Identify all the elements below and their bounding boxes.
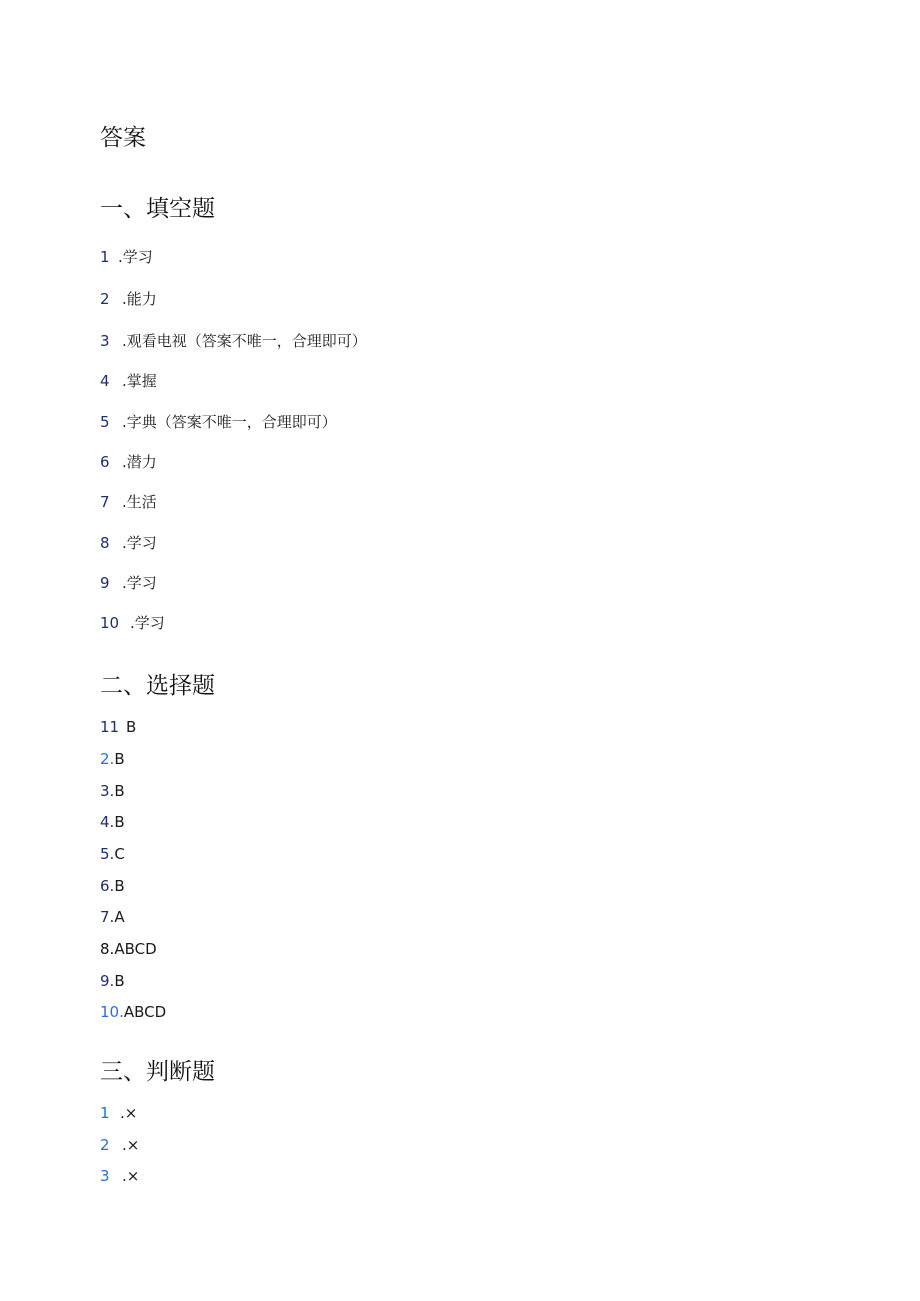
answer-number: 3 xyxy=(100,1167,110,1185)
answer-line xyxy=(100,1166,139,1186)
section-heading-choice: 二、选择题 xyxy=(100,673,215,699)
answer-text: B xyxy=(114,972,125,990)
answer-line xyxy=(100,876,125,896)
answer-line xyxy=(100,533,157,553)
answer-line xyxy=(100,1002,166,1022)
answer-text: .生活 xyxy=(122,493,157,511)
answer-line xyxy=(100,412,337,432)
answer-line xyxy=(100,971,125,991)
answer-line xyxy=(100,492,157,512)
answer-number: 11 xyxy=(100,718,120,736)
answer-number: 3. xyxy=(100,782,115,800)
answer-text: .字典（答案不唯一，合理即可） xyxy=(122,413,337,431)
answer-number: 2. xyxy=(100,750,115,768)
answer-text: C xyxy=(114,845,125,863)
answer-text: B xyxy=(114,750,125,768)
answer-line xyxy=(100,247,153,267)
answer-text: .掌握 xyxy=(122,372,157,390)
answer-line xyxy=(100,331,367,351)
answer-number: 1 xyxy=(100,1104,110,1122)
answer-text: .× xyxy=(120,1104,138,1122)
answer-number: 6 xyxy=(100,453,110,471)
answer-line xyxy=(100,452,157,472)
answer-text: .观看电视（答案不唯一，合理即可） xyxy=(122,332,367,350)
answer-text: .潜力 xyxy=(122,453,157,471)
answer-number: 2 xyxy=(100,1136,110,1154)
answer-text: B xyxy=(126,718,137,736)
answer-line xyxy=(100,573,157,593)
answer-number: 7. xyxy=(100,908,115,926)
answer-number: 8 xyxy=(100,534,110,552)
page-title: 答案 xyxy=(100,125,146,151)
answer-text: .× xyxy=(122,1167,140,1185)
answer-number: 5 xyxy=(100,413,110,431)
answer-line xyxy=(100,781,125,801)
answer-text: .学习 xyxy=(122,574,157,592)
answer-number: 8. xyxy=(100,940,115,958)
answer-number: 9. xyxy=(100,972,115,990)
section-heading-fill-blank: 一、填空题 xyxy=(100,196,215,222)
answer-text: B xyxy=(114,813,125,831)
answer-number: 5. xyxy=(100,845,115,863)
answer-number: 4 xyxy=(100,372,110,390)
answer-text: ABCD xyxy=(123,1003,167,1021)
answer-line xyxy=(100,749,125,769)
answer-number: 9 xyxy=(100,574,110,592)
answer-number: 4. xyxy=(100,813,115,831)
answer-line xyxy=(100,844,125,864)
answer-number: 1 xyxy=(100,248,110,266)
answer-number: 6. xyxy=(100,877,115,895)
answer-line xyxy=(100,939,157,959)
answer-line xyxy=(100,613,165,633)
answer-number: 7 xyxy=(100,493,110,511)
answer-number: 10. xyxy=(100,1003,124,1021)
answer-text: B xyxy=(114,877,125,895)
answer-number: 10 xyxy=(100,614,120,632)
answer-line xyxy=(100,371,157,391)
answer-text: B xyxy=(114,782,125,800)
section-heading-judge: 三、判断题 xyxy=(100,1059,215,1085)
answer-line xyxy=(100,1103,137,1123)
answer-line xyxy=(100,1135,139,1155)
answer-line xyxy=(100,289,157,309)
answer-number: 3 xyxy=(100,332,110,350)
answer-text: .学习 xyxy=(118,248,153,266)
answer-text: .能力 xyxy=(122,290,157,308)
answer-text: .学习 xyxy=(122,534,157,552)
answer-text: .× xyxy=(122,1136,140,1154)
answer-line xyxy=(100,717,136,737)
answer-text: .学习 xyxy=(130,614,165,632)
answer-line xyxy=(100,907,125,927)
answer-number: 2 xyxy=(100,290,110,308)
answer-text: A xyxy=(114,908,125,926)
answer-text: ABCD xyxy=(114,940,157,958)
answer-line xyxy=(100,812,125,832)
